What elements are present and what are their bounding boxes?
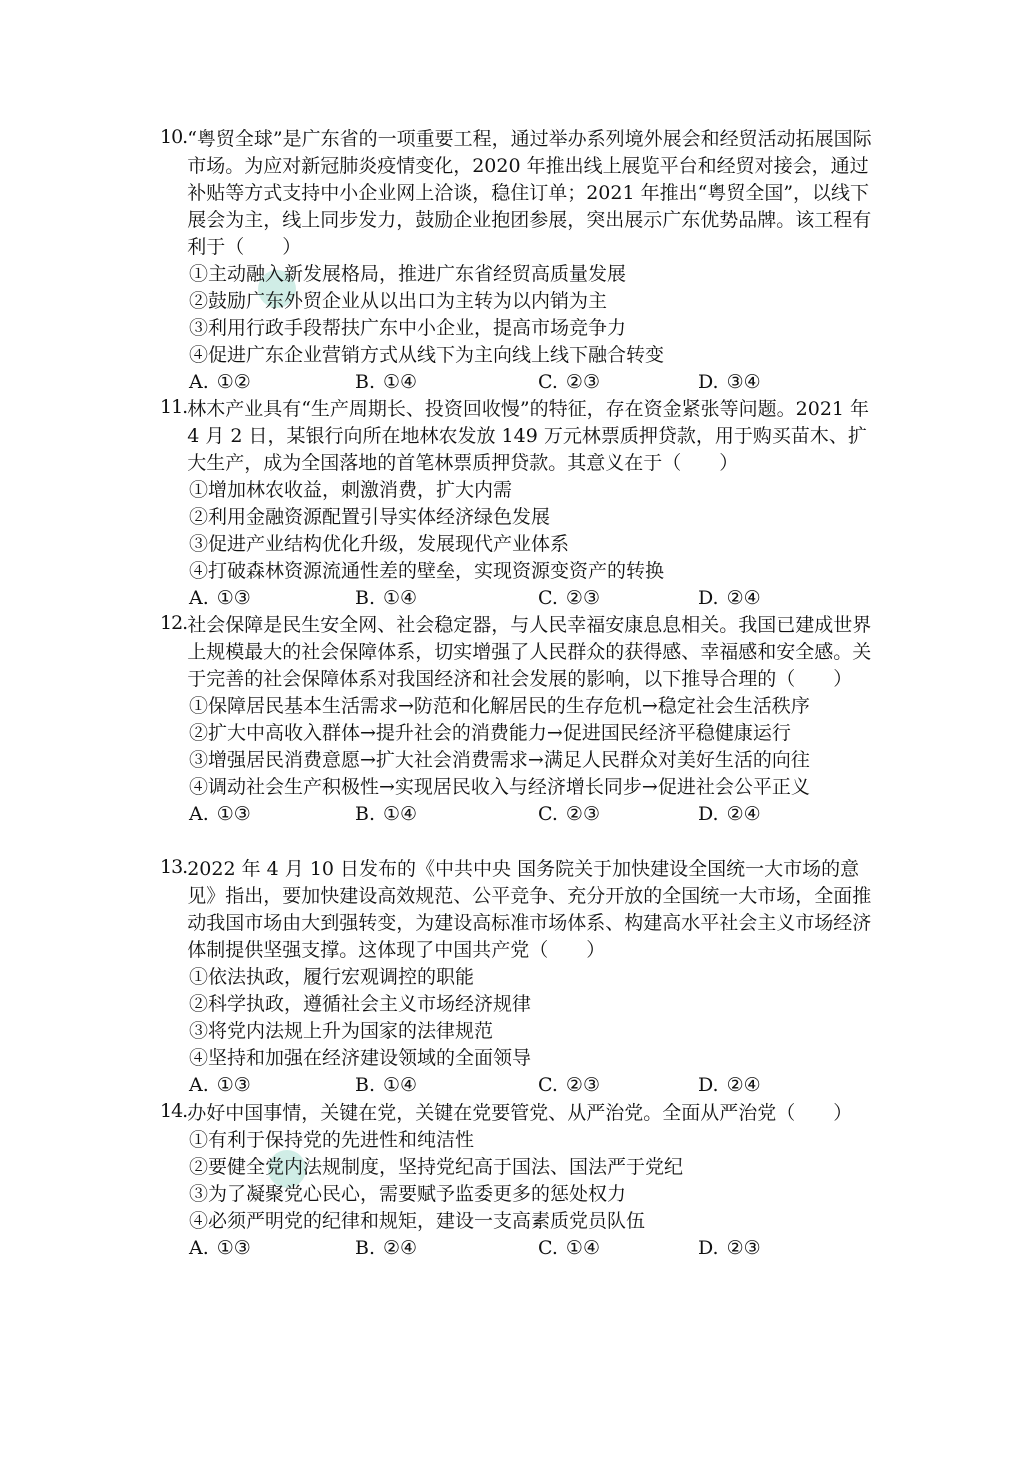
statement-option: ③将党内法规上升为国家的法律规范 (189, 1020, 494, 1042)
choice-b[interactable] (355, 1072, 417, 1099)
choice-value: ②③ (565, 371, 600, 393)
answer-choices (160, 1072, 880, 1099)
statement-option: ③促进产业结构优化升级，发展现代产业体系 (189, 533, 570, 555)
choice-c[interactable] (538, 1235, 600, 1262)
choice-d[interactable] (698, 1072, 761, 1099)
choice-letter: A. (189, 1074, 209, 1096)
question-stem (160, 1100, 880, 1127)
choice-value: ②③ (565, 803, 600, 825)
choice-d[interactable] (698, 1235, 761, 1262)
choice-value: ②④ (383, 1237, 418, 1259)
choice-value: ①③ (216, 1074, 251, 1096)
choice-b[interactable] (355, 585, 417, 612)
question-13 (160, 856, 880, 1099)
choice-letter: B. (355, 803, 376, 825)
choice-value: ③④ (726, 371, 761, 393)
statement-option: ②鼓励广东外贸企业从以出口为主转为以内销为主 (189, 290, 608, 312)
question-text: 社会保障是民生安全网、社会稳定器，与人民幸福安康息息相关。我国已建成世界上规模最大的社会保障体系，切实增强了人民群众的获得感、幸福感和安全感。关于完善的社会保障体系对我国经济和社会发展的影响，以下推导合理的（ ） (187, 614, 872, 690)
statement-option: ④坚持和加强在经济建设领域的全面领导 (189, 1047, 532, 1069)
choice-c[interactable] (538, 369, 600, 396)
choice-d[interactable] (698, 369, 761, 396)
statement-option: ③为了凝聚党心民心，需要赋予监委更多的惩处权力 (189, 1183, 627, 1205)
statement-option: ①增加林农收益，刺激消费，扩大内需 (189, 479, 513, 501)
statement-option: ①依法执政，履行宏观调控的职能 (189, 966, 475, 988)
statement-option: ④调动社会生产积极性→实现居民收入与经济增长同步→促进社会公平正义 (189, 776, 810, 798)
statement-option: ①有利于保持党的先进性和纯洁性 (189, 1129, 475, 1151)
choice-value: ②③ (726, 1237, 761, 1259)
choice-d[interactable] (698, 801, 761, 828)
choice-a[interactable] (189, 585, 251, 612)
choice-letter: A. (189, 587, 209, 609)
statement-option: ②利用金融资源配置引导实体经济绿色发展 (189, 506, 551, 528)
statement-option: ①主动融入新发展格局，推进广东省经贸高质量发展 (189, 263, 627, 285)
choice-c[interactable] (538, 801, 600, 828)
question-text: 2022 年 4 月 10 日发布的《中共中央 国务院关于加快建设全国统一大市场的意见》指出，要加快建设高效规范、公平竞争、充分开放的全国统一大市场，全面推动我国市场由大到强转变，为建设高标准市场体系、构建高水平社会主义市场经济体制提供坚强支撑。这体现了中国共产党（ ） (187, 858, 872, 961)
choice-value: ①④ (383, 587, 418, 609)
choice-value: ①④ (565, 1237, 600, 1259)
statement-option: ④必须严明党的纪律和规矩，建设一支高素质党员队伍 (189, 1210, 646, 1232)
question-stem (160, 126, 880, 261)
question-number: 12. (160, 612, 188, 634)
statement-option: ③利用行政手段帮扶广东中小企业，提高市场竞争力 (189, 317, 627, 339)
choice-value: ①③ (216, 587, 251, 609)
choice-letter: C. (538, 371, 558, 393)
statement-option: ②要健全党内法规制度，坚持党纪高于国法、国法严于党纪 (189, 1156, 684, 1178)
answer-choices (160, 585, 880, 612)
choice-value: ②③ (565, 587, 600, 609)
choice-value: ①④ (383, 1074, 418, 1096)
choice-letter: D. (698, 1074, 719, 1096)
choice-letter: C. (538, 587, 558, 609)
choice-value: ②④ (726, 803, 761, 825)
question-number: 13. (160, 856, 188, 878)
choice-c[interactable] (538, 1072, 600, 1099)
choice-c[interactable] (538, 585, 600, 612)
choice-letter: D. (698, 803, 719, 825)
question-stem (160, 856, 880, 964)
choice-letter: B. (355, 587, 376, 609)
choice-b[interactable] (355, 369, 417, 396)
choice-value: ①② (216, 371, 251, 393)
choice-letter: C. (538, 1237, 558, 1259)
question-number: 11. (160, 396, 188, 418)
choice-value: ①③ (216, 803, 251, 825)
choice-a[interactable] (189, 801, 251, 828)
choice-letter: D. (698, 587, 719, 609)
choice-d[interactable] (698, 585, 761, 612)
question-text: 林木产业具有“生产周期长、投资回收慢”的特征，存在资金紧张等问题。2021 年 4 月 2 日，某银行向所在地林农发放 149 万元林票质押贷款，用于购买苗木、扩大生产，成为全国落地的首笔林票质押贷款。其意义在于（ ） (187, 398, 870, 474)
answer-choices (160, 801, 880, 828)
question-text: “粤贸全球”是广东省的一项重要工程，通过举办系列境外展会和经贸活动拓展国际市场。为应对新冠肺炎疫情变化，2020 年推出线上展览平台和经贸对接会，通过补贴等方式支持中小企业网上洽谈，稳住订单；2021 年推出“粤贸全国”，以线下展会为主，线上同步发力，鼓励企业抱团参展，突出展示广东优势品牌。该工程有利于（ ） (187, 128, 872, 258)
choice-letter: A. (189, 1237, 209, 1259)
choice-letter: A. (189, 371, 209, 393)
statement-option: ④打破森林资源流通性差的壁垒，实现资源变资产的转换 (189, 560, 665, 582)
question-12 (160, 612, 880, 828)
question-stem (160, 396, 880, 477)
choice-value: ①③ (216, 1237, 251, 1259)
question-10 (160, 126, 880, 396)
choice-letter: B. (355, 1237, 376, 1259)
choice-letter: C. (538, 1074, 558, 1096)
choice-a[interactable] (189, 369, 251, 396)
statement-option: ④促进广东企业营销方式从线下为主向线上线下融合转变 (189, 344, 665, 366)
choice-value: ②③ (565, 1074, 600, 1096)
choice-a[interactable] (189, 1235, 251, 1262)
question-number: 10. (160, 126, 188, 148)
choice-letter: A. (189, 803, 209, 825)
question-14 (160, 1100, 880, 1262)
question-text: 办好中国事情，关键在党，关键在党要管党、从严治党。全面从严治党（ ） (187, 1102, 853, 1124)
choice-value: ①④ (383, 803, 418, 825)
choice-letter: D. (698, 371, 719, 393)
choice-value: ①④ (383, 371, 418, 393)
choice-a[interactable] (189, 1072, 251, 1099)
question-number: 14. (160, 1100, 188, 1122)
choice-value: ②④ (726, 1074, 761, 1096)
question-stem (160, 612, 880, 693)
choice-letter: B. (355, 1074, 376, 1096)
statement-option: ③增强居民消费意愿→扩大社会消费需求→满足人民群众对美好生活的向往 (189, 749, 810, 771)
statement-option: ①保障居民基本生活需求→防范和化解居民的生存危机→稳定社会生活秩序 (189, 695, 810, 717)
choice-b[interactable] (355, 1235, 417, 1262)
statement-option: ②科学执政，遵循社会主义市场经济规律 (189, 993, 532, 1015)
choice-letter: D. (698, 1237, 719, 1259)
answer-choices (160, 369, 880, 396)
choice-letter: C. (538, 803, 558, 825)
choice-letter: B. (355, 371, 376, 393)
answer-choices (160, 1235, 880, 1262)
choice-b[interactable] (355, 801, 417, 828)
statement-option: ②扩大中高收入群体→提升社会的消费能力→促进国民经济平稳健康运行 (189, 722, 791, 744)
question-11 (160, 396, 880, 612)
choice-value: ②④ (726, 587, 761, 609)
